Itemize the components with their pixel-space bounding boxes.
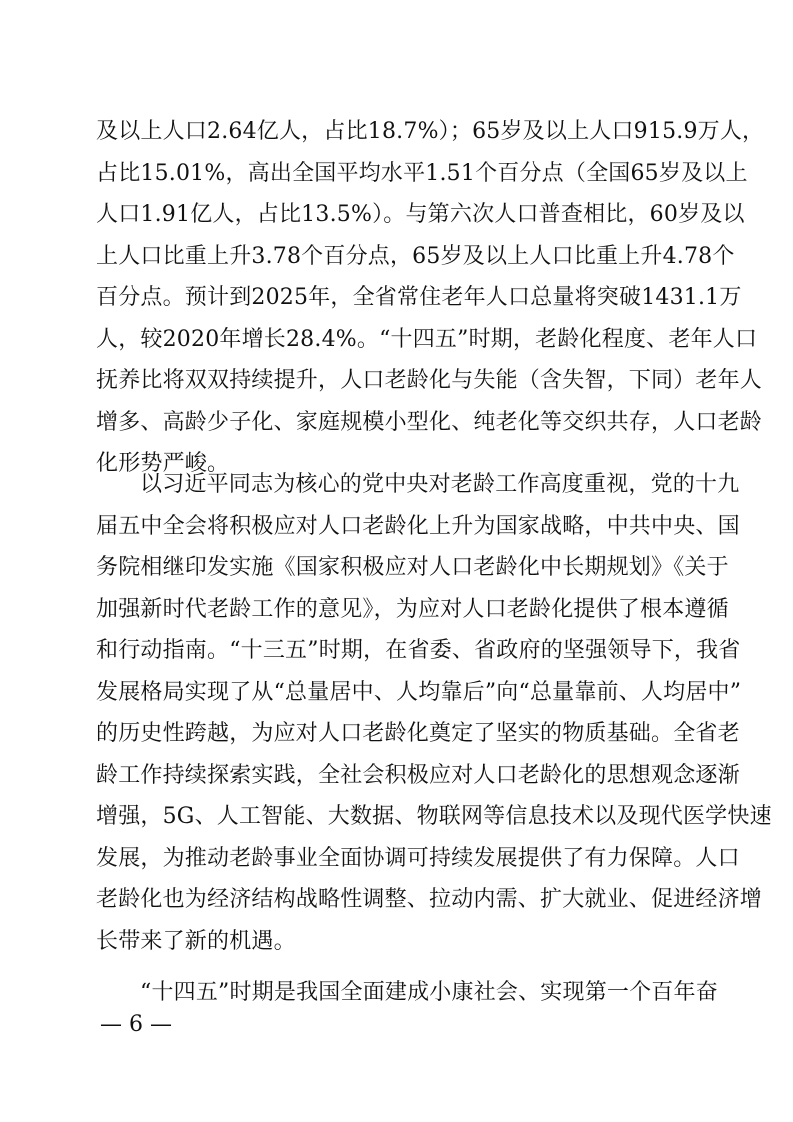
paragraph-1-line-1: 及以上人口2.64亿人，占比18.7%）；65岁及以上人口915.9万人，: [96, 119, 765, 144]
paragraph-1-line-9: 化形势严峻。: [96, 451, 230, 476]
paragraph-1-line-3: 人口1.91亿人，占比13.5%）。与第六次人口普查相比，60岁及以: [96, 202, 745, 227]
paragraph-2-line-4: 加强新时代老龄工作的意见》，为应对人口老龄化提供了根本遵循: [96, 597, 729, 622]
paragraph-2-line-11: 老龄化也为经济结构战略性调整、拉动内需、扩大就业、促进经济增: [96, 887, 763, 912]
paragraph-2-line-7: 的历史性跨越，为应对人口老龄化奠定了坚实的物质基础。全省老: [96, 721, 740, 746]
paragraph-1-line-7: 抚养比将双双持续提升，人口老龄化与失能（含失智，下同）老年人: [96, 368, 763, 393]
paragraph-3-line-1: “十四五”时期是我国全面建成小康社会、实现第一个百年奋: [140, 980, 718, 1005]
paragraph-1-line-4: 上人口比重上升3.78个百分点，65岁及以上人口比重上升4.78个: [96, 244, 735, 269]
paragraph-1-line-2: 占比15.01%，高出全国平均水平1.51个百分点（全国65岁及以上: [96, 161, 748, 186]
paragraph-1-line-6: 人，较2020年增长28.4%。“十四五”时期，老龄化程度、老年人口: [96, 327, 758, 352]
paragraph-2-line-9: 增强，5G、人工智能、大数据、物联网等信息技术以及现代医学快速: [96, 804, 772, 829]
paragraph-2-line-5: 和行动指南。“十三五”时期，在省委、省政府的坚强领导下，我省: [96, 638, 741, 663]
paragraph-2-line-6: 发展格局实现了从“总量居中、人均靠后”向“总量靠前、人均居中”: [96, 680, 742, 705]
paragraph-2-line-8: 龄工作持续探索实践，全社会积极应对人口老龄化的思想观念逐渐: [96, 763, 740, 788]
paragraph-1-line-8: 增多、高龄少子化、家庭规模小型化、纯老化等交织共存，人口老龄: [96, 410, 763, 435]
paragraph-2-line-3: 务院相继印发实施《国家积极应对人口老龄化中长期规划》《关于: [96, 555, 729, 580]
paragraph-2-line-2: 届五中全会将积极应对人口老龄化上升为国家战略，中共中央、国: [96, 514, 740, 539]
page-number: — 6 —: [100, 1012, 172, 1037]
paragraph-2-line-1: 以习近平同志为核心的党中央对老龄工作高度重视，党的十九: [140, 472, 740, 497]
paragraph-2-line-10: 发展，为推动老龄事业全面协调可持续发展提供了有力保障。人口: [96, 846, 740, 871]
paragraph-2-line-12: 长带来了新的机遇。: [96, 929, 296, 954]
paragraph-1-line-5: 百分点。预计到2025年，全省常住老年人口总量将突破1431.1万: [96, 285, 742, 310]
